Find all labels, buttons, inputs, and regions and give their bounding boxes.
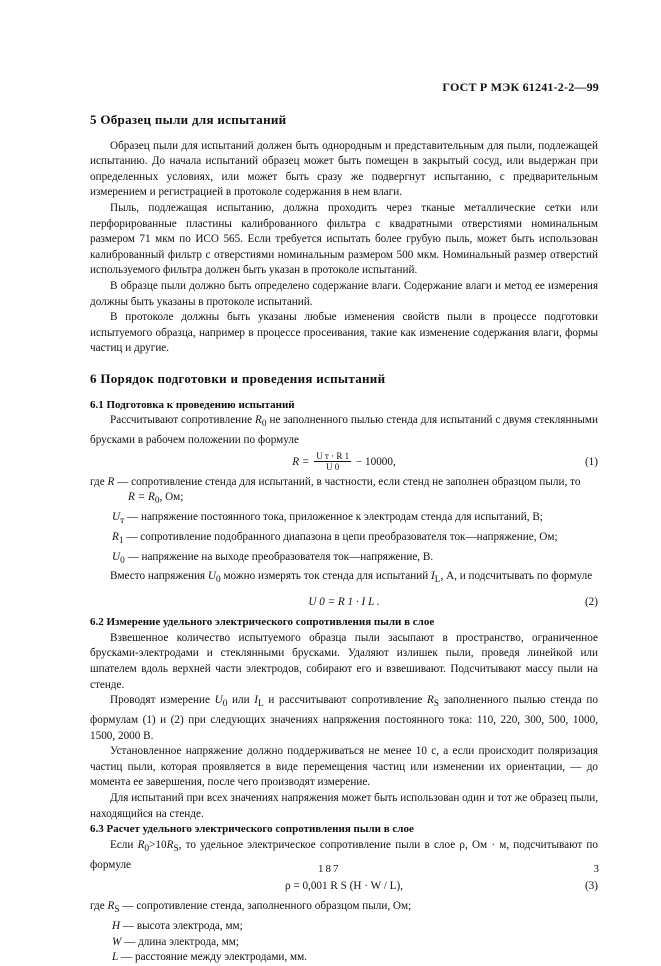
formula-1-number: (1) bbox=[584, 455, 598, 468]
document-header: ГОСТ Р МЭК 61241-2-2—99 bbox=[442, 80, 599, 94]
page-number-right: 3 bbox=[593, 863, 599, 875]
definition-w: W — длина электрода, мм; bbox=[112, 935, 239, 948]
formula-3: ρ = 0,001 R S (H · W / L), (3) bbox=[90, 875, 598, 897]
formula-2-number: (2) bbox=[584, 596, 598, 609]
formula-1: R = $\frac{\text{U т · R 1}}{U 0}$ − 10000, (1) bbox=[292, 451, 598, 473]
document-body bbox=[90, 112, 598, 966]
definition-u0: $U_0$ — напряжение на выходе преобразователя ток—напряжение, В. bbox=[112, 550, 434, 566]
subsection-6-1-title: 6.1 Подготовка к проведению испытаний bbox=[90, 398, 295, 411]
formula-1-where: где R — сопротивление стенда для испытаний, в частности, если стенд не заполнен образцом пыли, то bbox=[90, 475, 581, 488]
subsection-6-2-paragraph-1: Взвешенное количество испытуемого образца пыли засыпают в пространство, ограниченное брусками-электродами и стеклянными брусками. Удаляют излишек пыли, проведя линейкой или шпателем вдоль верхней части электродов, собирают его и взвешивают. Подсчитывают массу пыли на стенде. bbox=[90, 631, 598, 691]
section-5-paragraph-3: В образце пыли должно быть определено содержание влаги. Содержание влаги и метод ее измерения должны быть указаны в протоколе испытаний. bbox=[90, 279, 598, 308]
subsection-6-2-paragraph-2: Проводят измерение $U_0$ или $I_L$ и рассчитывают сопротивление $R_S$ заполненного пылью стенда по формулам (1) и (2) при следующих значениях напряжения постоянного тока: 110, 220, 300, 500, 1000, 1500, 2000 В. bbox=[90, 694, 598, 742]
subsection-6-3-paragraph-1: Если $R_0>10R_S$, то удельное электрическое сопротивление пыли в слое ρ, Ом · м, подсчитывают по формуле bbox=[90, 838, 598, 871]
definition-h: H — высота электрода, мм; bbox=[112, 920, 243, 933]
subsection-6-2-title: 6.2 Измерение удельного электрического сопротивления пыли в слое bbox=[90, 616, 435, 629]
formula-3-where: где $R_S$ — сопротивление стенда, заполненного образцом пыли, Ом; bbox=[90, 900, 412, 916]
subsection-6-3-title: 6.3 Расчет удельного электрического сопротивления пыли в слое bbox=[90, 823, 414, 836]
definition-l: L — расстояние между электродами, мм. bbox=[112, 951, 307, 964]
formula-1-definitions bbox=[90, 510, 598, 569]
section-5-paragraph-2: Пыль, подлежащая испытанию, должна проходить через тканые металлические сетки или перфорированные пластины калиброванного фильтра с квадратными отверстиями номинальным размером 71 мкм по ИСО 565. Если требуется испытать более грубую пыль, может быть использован калиброванный фильтр с отверстиями номинальным размером 500 мкм. Номинальный размер отверстий используемого фильтра должен быть указан в протоколе испытаний. bbox=[90, 201, 598, 277]
definition-r1: $R_1$ — сопротивление подобранного диапазона в цепи преобразователя ток—напряжение, Ом; bbox=[112, 530, 558, 546]
subsection-6-2-paragraph-3: Установленное напряжение должно поддерживаться не менее 10 с, а если происходит поляризация частиц пыли, которая проявляется в виде перемещения частиц или изменении их ориентации, — до момента ее завершения, после чего производят измерение. bbox=[90, 745, 598, 789]
section-5-paragraph-1: Образец пыли для испытаний должен быть однородным и представительным для пыли, подлежащей испытанию. До начала испытаний образец может быть помещен в закрытый сосуд, или выдержан при определенных условиях, или может быть сразу же подвергнут испытанию, с предварительным измерением и регистрацией в протоколе содержания в нем влаги. bbox=[90, 139, 598, 199]
section-5-paragraph-4: В протоколе должны быть указаны любые изменения свойств пыли в процессе подготовки испытуемого образца, например в процессе просеивания, такие как изменение содержания влаги, формы частиц и другие. bbox=[90, 311, 598, 355]
formula-2: U 0 = R 1 · I L . (2) bbox=[90, 591, 598, 613]
subsection-6-2-paragraph-4: Для испытаний при всех значениях напряжения может быть использован один и тот же образец пыли, находящийся на стенде. bbox=[90, 792, 598, 820]
page-number-center: 187 bbox=[318, 863, 341, 875]
formula-3-definitions bbox=[90, 919, 598, 966]
section-6-title: 6 Порядок подготовки и проведения испытаний bbox=[90, 370, 386, 386]
subsection-6-1-paragraph-2: Вместо напряжения $U_0$ можно измерять ток стенда для испытаний $I_L$, А, и подсчитывать по формуле bbox=[110, 570, 593, 586]
formula-3-number: (3) bbox=[584, 880, 598, 893]
definition-ut: $U_т$ — напряжение постоянного тока, приложенное к электродам стенда для испытаний, В; bbox=[112, 510, 543, 527]
section-5-title: 5 Образец пыли для испытаний bbox=[90, 112, 287, 127]
formula-1-where-cont: $R = R_0$, Ом; bbox=[128, 491, 184, 507]
subsection-6-1-paragraph-1: Рассчитывают сопротивление $R_0$ не заполненного пылью стенда для испытаний с двумя стеклянными брусками в рабочем положении по формуле bbox=[90, 414, 598, 446]
